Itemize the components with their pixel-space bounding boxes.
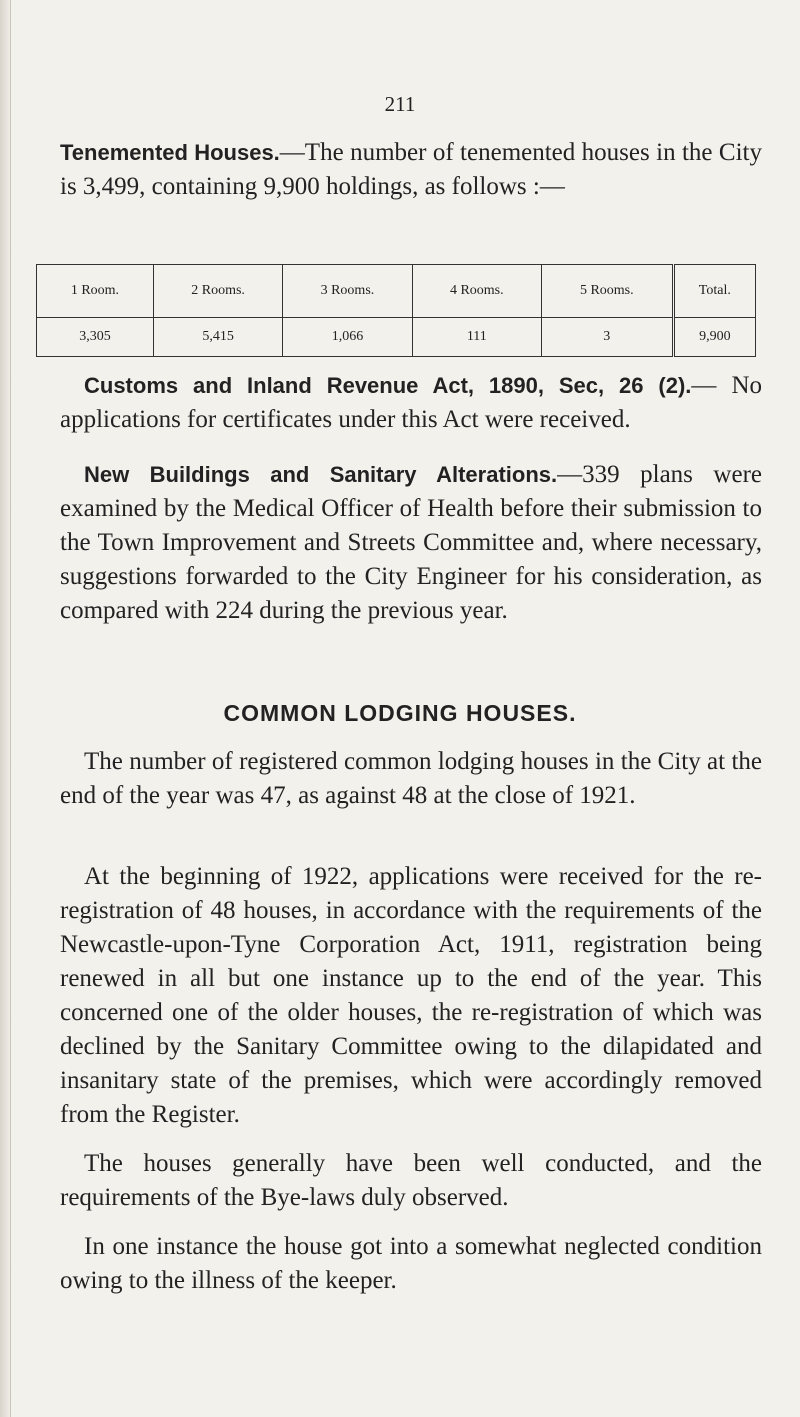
new-buildings-paragraph xyxy=(60,458,762,628)
table-cell: 5,415 xyxy=(153,318,282,357)
table-header-row xyxy=(37,265,756,318)
tenemented-text: —The number of tenemented houses in the City is 3,499, containing 9,900 holdings, as follows :— xyxy=(60,139,762,200)
table-header-cell: Total. xyxy=(673,265,755,318)
section-title: COMMON LODGING HOUSES. xyxy=(223,700,577,726)
table-header-cell: 3 Rooms. xyxy=(283,265,412,318)
rooms-table xyxy=(36,264,756,357)
tenemented-houses-paragraph xyxy=(60,136,762,204)
body-paragraph: At the beginning of 1922, applications were received for the re-registration of 48 houses, in accordance with the requirements of the Newcastle-upon-Tyne Corporation Act, 1911, registration being renewed in all but one instance up to the end of the year. This concerned one of the older houses, the re-registration of which was declined by the Sanitary Committee owing to the dilapidated and insanitary state of the premises, which were accordingly removed from the Register. xyxy=(60,863,762,1128)
page-number: 211 xyxy=(384,92,416,116)
tenemented-heading: Tenemented Houses. xyxy=(60,140,280,165)
new-buildings-heading: New Buildings and Sanitary Alterations. xyxy=(84,462,558,487)
table-header-cell: 4 Rooms. xyxy=(412,265,541,318)
body-paragraph: The houses generally have been well conducted, and the requirements of the Bye-laws duly observed. xyxy=(60,1150,762,1211)
table-cell: 3,305 xyxy=(37,318,154,357)
table-cell: 3 xyxy=(541,318,673,357)
customs-act-paragraph xyxy=(60,369,762,437)
body-paragraph: In one instance the house got into a somewhat neglected condition owing to the illness of the keeper. xyxy=(60,1233,762,1294)
body-paragraph: The number of registered common lodging houses in the City at the end of the year was 47, as against 48 at the close of 1921. xyxy=(60,748,762,809)
new-buildings-text: —339 plans were examined by the Medical Officer of Health before their submission to the Town Improvement and Streets Committee and, where necessary, suggestions forwarded to the City Engineer for his consideration, as compared with 224 during the previous year. xyxy=(60,461,762,624)
table-header-cell: 2 Rooms. xyxy=(153,265,282,318)
table-header-cell: 5 Rooms. xyxy=(541,265,673,318)
table-cell: 1,066 xyxy=(283,318,412,357)
table-cell: 9,900 xyxy=(673,318,755,357)
customs-heading: Customs and Inland Revenue Act, 1890, Sec, 26 (2). xyxy=(84,373,692,398)
customs-text: — No applications for certificates under this Act were received. xyxy=(60,372,762,433)
table-header-cell: 1 Room. xyxy=(37,265,154,318)
table-row xyxy=(37,318,756,357)
table-cell: 111 xyxy=(412,318,541,357)
